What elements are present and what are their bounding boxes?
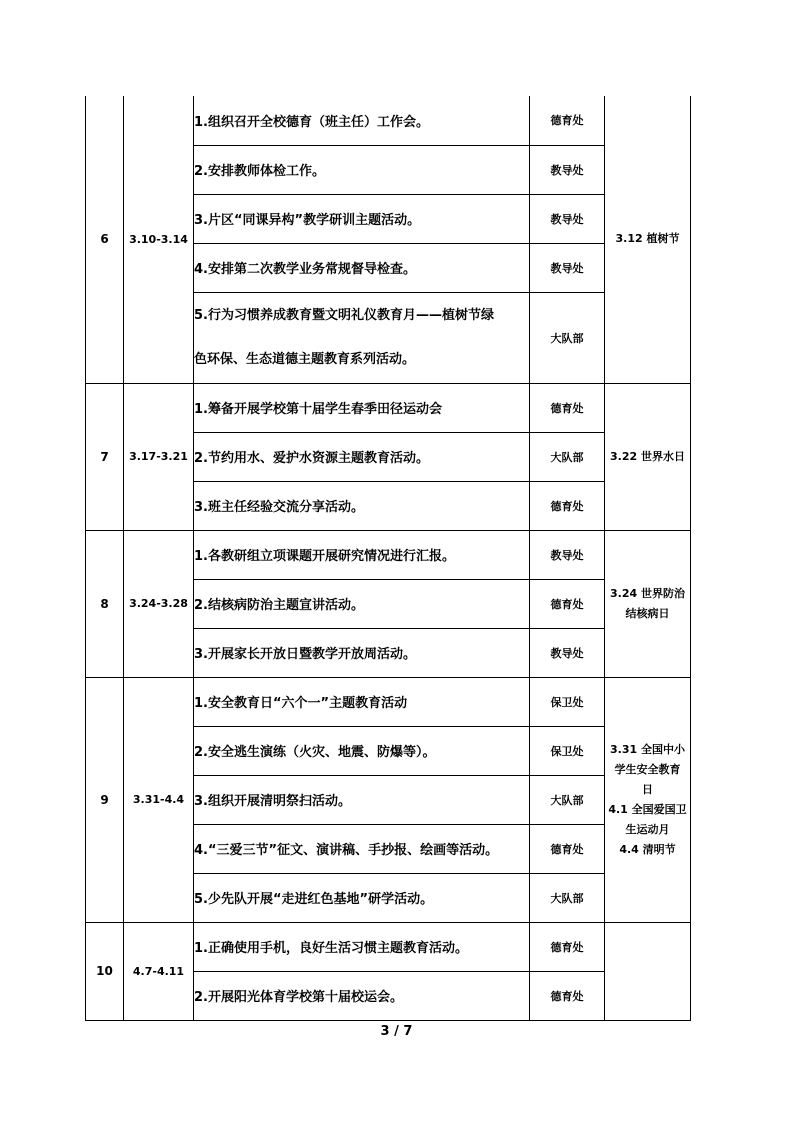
task-cell: 2.安全逃生演练（火灾、地震、防爆等）。	[194, 726, 530, 775]
department-cell: 教导处	[530, 145, 605, 194]
department-cell: 德育处	[530, 971, 605, 1020]
date-range-cell: 3.24-3.28	[124, 530, 194, 677]
task-cell: 1.正确使用手机，良好生活习惯主题教育活动。	[194, 922, 530, 971]
task-cell: 1.组织召开全校德育（班主任）工作会。	[194, 96, 530, 145]
task-cell: 3.组织开展清明祭扫活动。	[194, 775, 530, 824]
observance-text: 3.31 全国中小	[610, 742, 685, 756]
observance-text: 4.1 全国爱国卫	[608, 802, 687, 816]
table-row	[86, 383, 691, 432]
week-number-cell: 9	[86, 677, 124, 922]
department-cell: 教导处	[530, 628, 605, 677]
schedule-table	[85, 96, 691, 1021]
page-number: 3 / 7	[380, 1024, 413, 1039]
observance-cell	[605, 677, 691, 922]
task-cell: 5.少先队开展“走进红色基地”研学活动。	[194, 873, 530, 922]
task-cell: 4.“三爱三节”征文、演讲稿、手抄报、绘画等活动。	[194, 824, 530, 873]
department-cell: 德育处	[530, 383, 605, 432]
department-cell: 德育处	[530, 579, 605, 628]
department-cell: 大队部	[530, 432, 605, 481]
observance-text: 生运动月	[625, 822, 670, 836]
observance-cell	[605, 96, 691, 383]
week-number-cell: 7	[86, 383, 124, 530]
task-cell: 2.开展阳光体育学校第十届校运会。	[194, 971, 530, 1020]
department-cell: 大队部	[530, 873, 605, 922]
department-cell: 教导处	[530, 530, 605, 579]
department-cell: 保卫处	[530, 726, 605, 775]
observance-text: 学生安全教育	[614, 762, 681, 776]
observance-cell	[605, 922, 691, 1020]
observance-text: 3.12 植树节	[615, 232, 680, 246]
task-text-line: 5.行为习惯养成教育暨文明礼仪教育月——植树节绿	[194, 307, 494, 323]
department-cell: 德育处	[530, 824, 605, 873]
task-cell: 2.结核病防治主题宣讲活动。	[194, 579, 530, 628]
date-range-cell: 4.7-4.11	[124, 922, 194, 1020]
week-number-cell: 6	[86, 96, 124, 383]
department-cell: 德育处	[530, 481, 605, 530]
week-number-cell: 8	[86, 530, 124, 677]
department-cell: 教导处	[530, 243, 605, 292]
department-cell: 德育处	[530, 922, 605, 971]
date-range-cell: 3.31-4.4	[124, 677, 194, 922]
task-cell: 3.班主任经验交流分享活动。	[194, 481, 530, 530]
task-cell: 4.安排第二次教学业务常规督导检查。	[194, 243, 530, 292]
observance-text: 3.22 世界水日	[610, 449, 685, 463]
table-row	[86, 677, 691, 726]
date-range-cell: 3.10-3.14	[124, 96, 194, 383]
task-cell: 1.筹备开展学校第十届学生春季田径运动会	[194, 383, 530, 432]
department-cell: 大队部	[530, 775, 605, 824]
task-text-line: 色环保、生态道德主题教育系列活动。	[194, 351, 416, 367]
task-cell: 2.安排教师体检工作。	[194, 145, 530, 194]
date-range-cell: 3.17-3.21	[124, 383, 194, 530]
task-cell	[194, 292, 530, 383]
department-cell: 德育处	[530, 96, 605, 145]
department-cell: 大队部	[530, 292, 605, 383]
department-cell: 保卫处	[530, 677, 605, 726]
task-cell: 3.开展家长开放日暨教学开放周活动。	[194, 628, 530, 677]
task-cell: 1.各教研组立项课题开展研究情况进行汇报。	[194, 530, 530, 579]
department-cell: 教导处	[530, 194, 605, 243]
observance-text: 4.4 清明节	[619, 842, 676, 856]
task-cell: 1.安全教育日“六个一”主题教育活动	[194, 677, 530, 726]
observance-text: 日	[642, 782, 653, 796]
observance-text: 结核病日	[625, 606, 670, 620]
observance-cell	[605, 530, 691, 677]
table-row	[86, 96, 691, 145]
week-number-cell: 10	[86, 922, 124, 1020]
observance-cell	[605, 383, 691, 530]
table-row	[86, 922, 691, 971]
task-cell: 2.节约用水、爱护水资源主题教育活动。	[194, 432, 530, 481]
observance-text: 3.24 世界防治	[610, 586, 685, 600]
table-row	[86, 530, 691, 579]
task-cell: 3.片区“同课异构”教学研训主题活动。	[194, 194, 530, 243]
